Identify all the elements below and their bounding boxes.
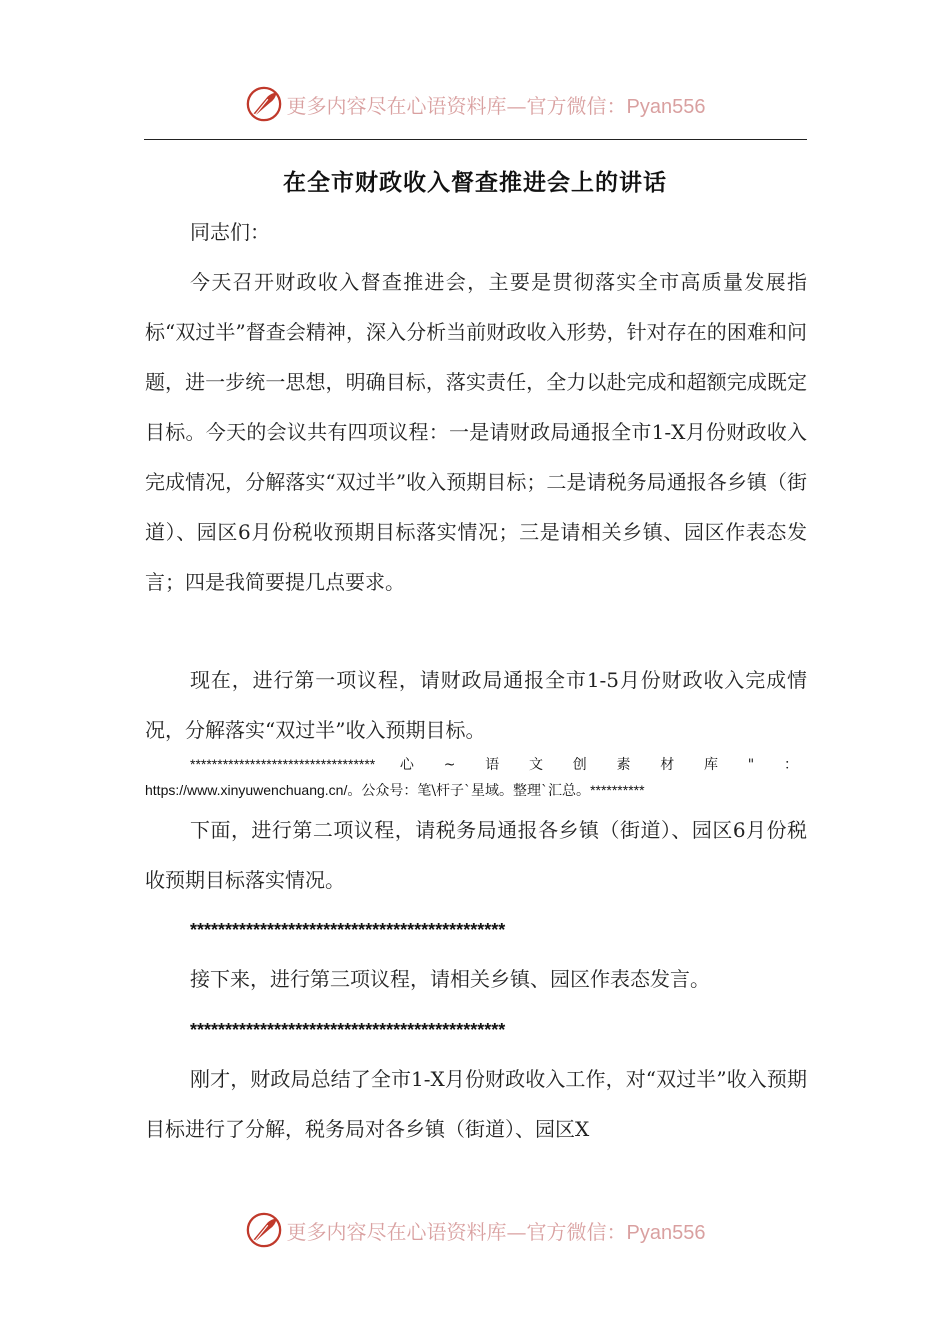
header-divider: [144, 139, 807, 140]
document-title: 在全市财政收入督查推进会上的讲话: [283, 169, 667, 196]
promo-url: https://www.xinyuwenchuang.cn/: [145, 782, 348, 798]
promo-public-account: 。公众号：笔\杆子`星域。整理`汇总。: [347, 783, 591, 799]
header-banner: [0, 82, 950, 126]
promo-stars-after: **********: [590, 782, 645, 798]
separator-stars: *********************************************: [190, 1020, 506, 1040]
promo-stars-before: **********************************: [190, 756, 376, 772]
banner-wechat-id: Pyan556: [626, 95, 706, 118]
banner-text: 更多内容尽在心语资料库—官方微信：Pyan556: [286, 93, 706, 118]
separator-stars: *********************************************: [190, 920, 506, 940]
promo-site-name: 心~语文创素材库"：: [399, 757, 808, 773]
banner-text: 更多内容尽在心语资料库—官方微信：Pyan556: [286, 1219, 706, 1244]
salutation: 同志们：: [190, 220, 270, 244]
paragraph-agenda-item-1: 现在，进行第一项议程，请财政局通报全市1-5月份财政收入完成情况，分解落实“双过半”收入预期目标。: [145, 668, 807, 742]
paragraph-agenda-item-2: 下面，进行第二项议程，请税务局通报各乡镇（街道）、园区6月份税收预期目标落实情况。: [145, 818, 807, 892]
paragraph-agenda-item-3: 接下来，进行第三项议程，请相关乡镇、园区作表态发言。: [190, 967, 710, 991]
paragraph-opening: 今天召开财政收入督查推进会，主要是贯彻落实全市高质量发展指标“双过半”督查会精神，深入分析当前财政收入形势，针对存在的困难和问题，进一步统一思想，明确目标，落实责任，全力以赴完成和超额完成既定目标。今天的会议共有四项议程：一是请财政局通报全市1-X月份财政收入完成情况，分解落实“双过半”收入预期目标；二是请税务局通报各乡镇（街道）、园区6月份税收预期目标落实情况；三是请相关乡镇、园区作表态发言；四是我简要提几点要求。: [145, 270, 807, 594]
footer-banner: [0, 1208, 950, 1252]
banner-wechat-id: Pyan556: [626, 1221, 706, 1244]
promo-note: [145, 752, 807, 804]
quill-pen-icon: [245, 85, 283, 123]
paragraph-summary: 刚才，财政局总结了全市1-X月份财政收入工作，对“双过半”收入预期目标进行了分解，税务局对各乡镇（街道）、园区X: [145, 1067, 807, 1141]
quill-pen-icon: [245, 1211, 283, 1249]
